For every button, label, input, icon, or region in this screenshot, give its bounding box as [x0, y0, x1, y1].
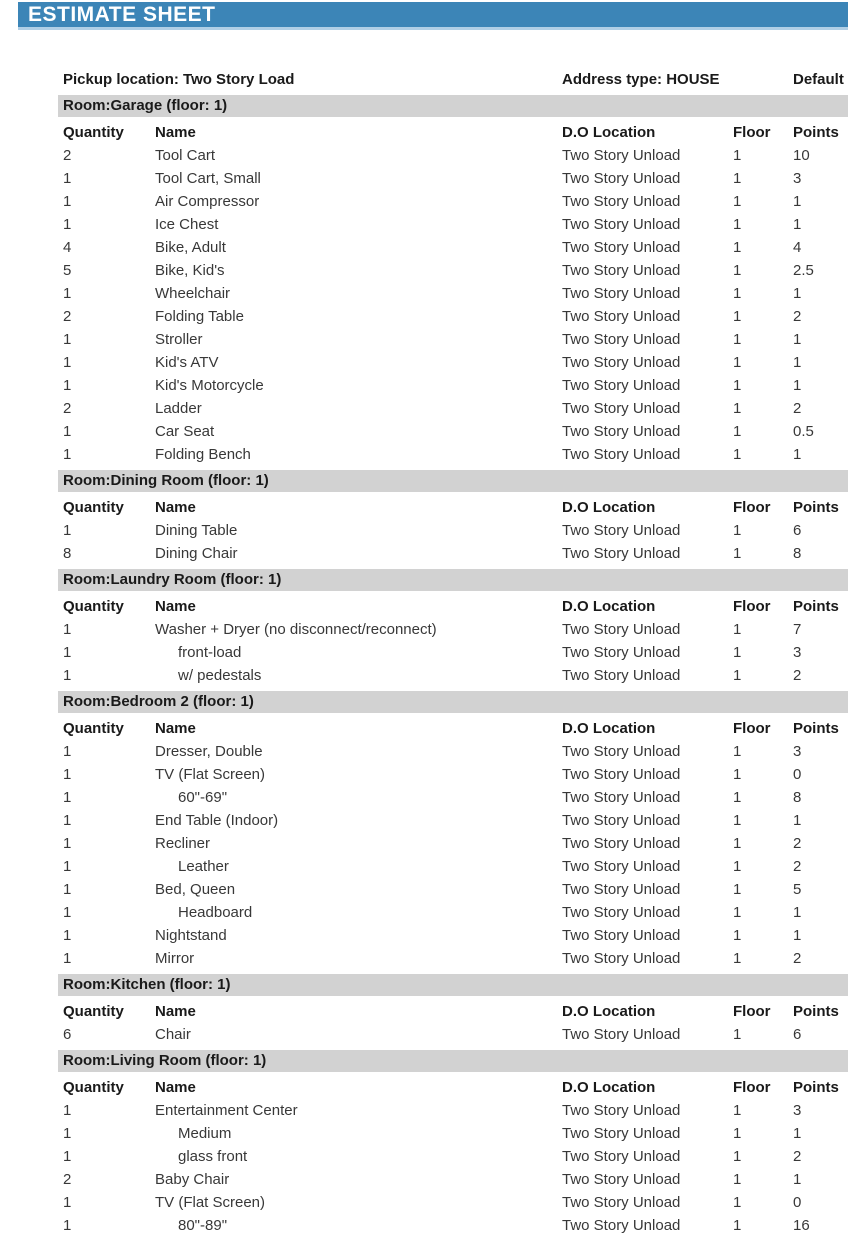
item-row: [58, 1099, 848, 1122]
item-location: Two Story Unload: [562, 147, 681, 164]
column-header-name: Name: [155, 1003, 196, 1020]
column-header-name: Name: [155, 499, 196, 516]
item-name: 80"-89": [178, 1217, 228, 1234]
default-label: Default: [793, 71, 844, 88]
item-location: Two Story Unload: [562, 621, 681, 638]
item-quantity: 1: [63, 927, 72, 944]
item-points: 2: [793, 1148, 802, 1165]
item-floor: 1: [733, 1171, 742, 1188]
item-row: [58, 190, 848, 213]
item-quantity: 1: [63, 812, 72, 829]
item-location: Two Story Unload: [562, 446, 681, 463]
item-rows: [58, 618, 848, 687]
item-quantity: 1: [63, 950, 72, 967]
item-row: [58, 420, 848, 443]
column-header-location: D.O Location: [562, 720, 656, 737]
item-quantity: 4: [63, 239, 72, 256]
item-quantity: 1: [63, 644, 72, 661]
room-header-label: Room:Laundry Room (floor: 1): [63, 571, 282, 588]
item-floor: 1: [733, 1125, 742, 1142]
column-header-location: D.O Location: [562, 124, 656, 141]
item-name: Baby Chair: [155, 1171, 230, 1188]
page-title: ESTIMATE SHEET: [28, 2, 216, 26]
item-row: [58, 519, 848, 542]
column-header-floor: Floor: [733, 1079, 771, 1096]
item-rows: [58, 740, 848, 970]
item-floor: 1: [733, 1194, 742, 1211]
item-row: [58, 947, 848, 970]
item-row: [58, 740, 848, 763]
item-points: 6: [793, 522, 802, 539]
item-quantity: 1: [63, 331, 72, 348]
item-name: Dining Chair: [155, 545, 238, 562]
item-location: Two Story Unload: [562, 216, 681, 233]
room-section: [58, 569, 848, 687]
item-row: [58, 832, 848, 855]
item-location: Two Story Unload: [562, 1194, 681, 1211]
item-row: [58, 328, 848, 351]
room-header-label: Room:Living Room (floor: 1): [63, 1052, 267, 1069]
item-row: [58, 282, 848, 305]
room-section: [58, 974, 848, 1046]
item-points: 1: [793, 812, 802, 829]
estimate-table: [58, 68, 848, 1237]
item-name: Washer + Dryer (no disconnect/reconnect): [155, 621, 437, 638]
item-name: Wheelchair: [155, 285, 231, 302]
item-rows: [58, 1099, 848, 1237]
item-floor: 1: [733, 812, 742, 829]
meta-row: [58, 68, 848, 91]
item-rows: [58, 144, 848, 466]
item-name: Kid's ATV: [155, 354, 219, 371]
item-location: Two Story Unload: [562, 858, 681, 875]
item-floor: 1: [733, 1148, 742, 1165]
item-row: [58, 878, 848, 901]
item-points: 1: [793, 193, 802, 210]
item-name: Dresser, Double: [155, 743, 263, 760]
item-location: Two Story Unload: [562, 308, 681, 325]
room-header-bar: [58, 95, 848, 117]
item-row: [58, 236, 848, 259]
item-row: [58, 167, 848, 190]
room-header-label: Room:Dining Room (floor: 1): [63, 472, 269, 489]
item-name: Chair: [155, 1026, 191, 1043]
item-location: Two Story Unload: [562, 835, 681, 852]
item-name: Stroller: [155, 331, 203, 348]
column-header-quantity: Quantity: [63, 598, 124, 615]
item-floor: 1: [733, 239, 742, 256]
item-row: [58, 305, 848, 328]
pickup-location-label: Pickup location: Two Story Load: [63, 71, 295, 88]
column-header-row: [58, 1000, 848, 1023]
column-header-row: [58, 1076, 848, 1099]
item-floor: 1: [733, 446, 742, 463]
item-name: TV (Flat Screen): [155, 766, 266, 783]
item-points: 0: [793, 1194, 802, 1211]
item-location: Two Story Unload: [562, 331, 681, 348]
column-header-name: Name: [155, 1079, 196, 1096]
item-quantity: 1: [63, 1194, 72, 1211]
item-quantity: 2: [63, 308, 72, 325]
item-name: w/ pedestals: [178, 667, 262, 684]
item-points: 2: [793, 835, 802, 852]
item-quantity: 1: [63, 621, 72, 638]
room-header-bar: [58, 691, 848, 713]
item-location: Two Story Unload: [562, 400, 681, 417]
item-quantity: 1: [63, 423, 72, 440]
item-name: Ladder: [155, 400, 202, 417]
item-name: TV (Flat Screen): [155, 1194, 266, 1211]
item-row: [58, 664, 848, 687]
column-header-row: [58, 496, 848, 519]
item-floor: 1: [733, 331, 742, 348]
room-section: [58, 95, 848, 466]
item-points: 2: [793, 308, 802, 325]
item-floor: 1: [733, 881, 742, 898]
column-header-points: Points: [793, 499, 839, 516]
item-floor: 1: [733, 644, 742, 661]
column-header-name: Name: [155, 598, 196, 615]
item-row: [58, 259, 848, 282]
room-header-label: Room:Garage (floor: 1): [63, 97, 228, 114]
item-row: [58, 855, 848, 878]
item-points: 1: [793, 1171, 802, 1188]
meta-spacer: [733, 68, 793, 91]
item-floor: 1: [733, 1026, 742, 1043]
item-row: [58, 213, 848, 236]
item-points: 3: [793, 743, 802, 760]
item-points: 16: [793, 1217, 810, 1234]
item-row: [58, 641, 848, 664]
item-name: Folding Bench: [155, 446, 251, 463]
item-points: 8: [793, 789, 802, 806]
item-quantity: 1: [63, 789, 72, 806]
item-quantity: 1: [63, 1102, 72, 1119]
column-header-location: D.O Location: [562, 1003, 656, 1020]
item-points: 4: [793, 239, 802, 256]
column-header-location: D.O Location: [562, 598, 656, 615]
item-floor: 1: [733, 147, 742, 164]
item-name: Nightstand: [155, 927, 227, 944]
item-points: 2: [793, 950, 802, 967]
item-floor: 1: [733, 950, 742, 967]
item-location: Two Story Unload: [562, 1026, 681, 1043]
item-name: glass front: [178, 1148, 248, 1165]
item-location: Two Story Unload: [562, 193, 681, 210]
item-location: Two Story Unload: [562, 927, 681, 944]
item-name: Medium: [178, 1125, 232, 1142]
item-points: 0.5: [793, 423, 814, 440]
item-quantity: 1: [63, 377, 72, 394]
item-points: 1: [793, 1125, 802, 1142]
item-points: 6: [793, 1026, 802, 1043]
item-location: Two Story Unload: [562, 743, 681, 760]
item-quantity: 2: [63, 147, 72, 164]
item-floor: 1: [733, 522, 742, 539]
item-row: [58, 763, 848, 786]
column-header-quantity: Quantity: [63, 720, 124, 737]
column-header-points: Points: [793, 124, 839, 141]
item-quantity: 1: [63, 522, 72, 539]
room-header-bar: [58, 569, 848, 591]
item-floor: 1: [733, 904, 742, 921]
item-name: Folding Table: [155, 308, 244, 325]
item-quantity: 1: [63, 193, 72, 210]
item-row: [58, 809, 848, 832]
column-header-quantity: Quantity: [63, 1079, 124, 1096]
item-quantity: 1: [63, 1217, 72, 1234]
item-points: 1: [793, 446, 802, 463]
item-quantity: 5: [63, 262, 72, 279]
item-points: 1: [793, 377, 802, 394]
room-header-label: Room:Bedroom 2 (floor: 1): [63, 693, 254, 710]
item-location: Two Story Unload: [562, 812, 681, 829]
item-floor: 1: [733, 377, 742, 394]
item-name: Dining Table: [155, 522, 238, 539]
item-location: Two Story Unload: [562, 950, 681, 967]
column-header-floor: Floor: [733, 598, 771, 615]
item-name: Bike, Adult: [155, 239, 226, 256]
item-floor: 1: [733, 170, 742, 187]
column-header-floor: Floor: [733, 124, 771, 141]
item-points: 8: [793, 545, 802, 562]
item-name: Bike, Kid's: [155, 262, 225, 279]
item-location: Two Story Unload: [562, 1148, 681, 1165]
column-header-points: Points: [793, 720, 839, 737]
item-quantity: 1: [63, 446, 72, 463]
item-floor: 1: [733, 285, 742, 302]
item-row: [58, 443, 848, 466]
item-quantity: 1: [63, 1125, 72, 1142]
column-header-floor: Floor: [733, 1003, 771, 1020]
item-floor: 1: [733, 858, 742, 875]
item-points: 1: [793, 354, 802, 371]
item-row: [58, 1191, 848, 1214]
item-quantity: 1: [63, 858, 72, 875]
item-floor: 1: [733, 621, 742, 638]
room-header-label: Room:Kitchen (floor: 1): [63, 976, 231, 993]
column-header-quantity: Quantity: [63, 1003, 124, 1020]
item-row: [58, 542, 848, 565]
item-floor: 1: [733, 354, 742, 371]
item-quantity: 1: [63, 667, 72, 684]
column-header-location: D.O Location: [562, 499, 656, 516]
item-name: Air Compressor: [155, 193, 260, 210]
item-location: Two Story Unload: [562, 1102, 681, 1119]
item-points: 2: [793, 667, 802, 684]
item-points: 1: [793, 927, 802, 944]
room-section: [58, 470, 848, 565]
item-floor: 1: [733, 766, 742, 783]
item-floor: 1: [733, 308, 742, 325]
item-location: Two Story Unload: [562, 644, 681, 661]
item-quantity: 6: [63, 1026, 72, 1043]
item-floor: 1: [733, 423, 742, 440]
item-location: Two Story Unload: [562, 377, 681, 394]
column-header-quantity: Quantity: [63, 124, 124, 141]
item-points: 1: [793, 285, 802, 302]
item-name: 60"-69": [178, 789, 228, 806]
item-rows: [58, 519, 848, 565]
item-points: 1: [793, 216, 802, 233]
item-quantity: 8: [63, 545, 72, 562]
item-quantity: 1: [63, 743, 72, 760]
estimate-sheet-banner: [18, 2, 848, 30]
item-row: [58, 1214, 848, 1237]
item-points: 2: [793, 400, 802, 417]
item-name: Entertainment Center: [155, 1102, 298, 1119]
item-points: 7: [793, 621, 802, 638]
item-row: [58, 397, 848, 420]
item-row: [58, 1168, 848, 1191]
item-row: [58, 351, 848, 374]
item-name: Tool Cart, Small: [155, 170, 261, 187]
item-name: Car Seat: [155, 423, 215, 440]
item-name: Leather: [178, 858, 229, 875]
item-name: Headboard: [178, 904, 253, 921]
item-quantity: 1: [63, 1148, 72, 1165]
room-section: [58, 691, 848, 970]
item-points: 2.5: [793, 262, 814, 279]
item-quantity: 1: [63, 835, 72, 852]
item-rows: [58, 1023, 848, 1046]
item-name: Tool Cart: [155, 147, 216, 164]
item-floor: 1: [733, 743, 742, 760]
item-location: Two Story Unload: [562, 1125, 681, 1142]
item-quantity: 1: [63, 285, 72, 302]
column-header-row: [58, 717, 848, 740]
sections: [58, 95, 848, 1237]
column-header-name: Name: [155, 720, 196, 737]
item-location: Two Story Unload: [562, 904, 681, 921]
item-floor: 1: [733, 400, 742, 417]
item-location: Two Story Unload: [562, 239, 681, 256]
address-type-label: Address type: HOUSE: [562, 71, 720, 88]
item-floor: 1: [733, 216, 742, 233]
item-points: 5: [793, 881, 802, 898]
item-floor: 1: [733, 193, 742, 210]
item-quantity: 2: [63, 1171, 72, 1188]
item-floor: 1: [733, 1217, 742, 1234]
item-location: Two Story Unload: [562, 667, 681, 684]
column-header-row: [58, 595, 848, 618]
item-location: Two Story Unload: [562, 789, 681, 806]
column-header-quantity: Quantity: [63, 499, 124, 516]
column-header-points: Points: [793, 1003, 839, 1020]
item-quantity: 1: [63, 881, 72, 898]
item-floor: 1: [733, 927, 742, 944]
item-location: Two Story Unload: [562, 170, 681, 187]
item-quantity: 1: [63, 216, 72, 233]
item-name: Bed, Queen: [155, 881, 236, 898]
item-location: Two Story Unload: [562, 1217, 681, 1234]
item-quantity: 1: [63, 766, 72, 783]
item-points: 1: [793, 904, 802, 921]
item-row: [58, 786, 848, 809]
item-quantity: 1: [63, 904, 72, 921]
item-floor: 1: [733, 1102, 742, 1119]
item-location: Two Story Unload: [562, 522, 681, 539]
room-header-bar: [58, 974, 848, 996]
item-row: [58, 924, 848, 947]
column-header-floor: Floor: [733, 720, 771, 737]
item-location: Two Story Unload: [562, 1171, 681, 1188]
column-header-name: Name: [155, 124, 196, 141]
item-points: 0: [793, 766, 802, 783]
column-header-points: Points: [793, 1079, 839, 1096]
item-points: 2: [793, 858, 802, 875]
item-location: Two Story Unload: [562, 262, 681, 279]
item-row: [58, 618, 848, 641]
room-header-bar: [58, 470, 848, 492]
item-quantity: 2: [63, 400, 72, 417]
item-points: 10: [793, 147, 810, 164]
column-header-points: Points: [793, 598, 839, 615]
item-row: [58, 901, 848, 924]
item-name: front-load: [178, 644, 242, 661]
column-header-floor: Floor: [733, 499, 771, 516]
item-points: 1: [793, 331, 802, 348]
item-name: Recliner: [155, 835, 211, 852]
item-name: Mirror: [155, 950, 195, 967]
item-location: Two Story Unload: [562, 545, 681, 562]
room-header-bar: [58, 1050, 848, 1072]
column-header-row: [58, 121, 848, 144]
item-row: [58, 1023, 848, 1046]
item-quantity: 1: [63, 170, 72, 187]
room-section: [58, 1050, 848, 1237]
item-row: [58, 1145, 848, 1168]
item-floor: 1: [733, 545, 742, 562]
item-location: Two Story Unload: [562, 354, 681, 371]
item-location: Two Story Unload: [562, 766, 681, 783]
item-floor: 1: [733, 835, 742, 852]
item-points: 3: [793, 1102, 802, 1119]
item-name: Kid's Motorcycle: [155, 377, 264, 394]
item-quantity: 1: [63, 354, 72, 371]
item-name: Ice Chest: [155, 216, 219, 233]
item-points: 3: [793, 170, 802, 187]
item-location: Two Story Unload: [562, 423, 681, 440]
item-row: [58, 374, 848, 397]
item-row: [58, 1122, 848, 1145]
item-row: [58, 144, 848, 167]
column-header-location: D.O Location: [562, 1079, 656, 1096]
item-floor: 1: [733, 789, 742, 806]
item-points: 3: [793, 644, 802, 661]
item-name: End Table (Indoor): [155, 812, 279, 829]
item-location: Two Story Unload: [562, 881, 681, 898]
item-floor: 1: [733, 667, 742, 684]
item-floor: 1: [733, 262, 742, 279]
item-location: Two Story Unload: [562, 285, 681, 302]
